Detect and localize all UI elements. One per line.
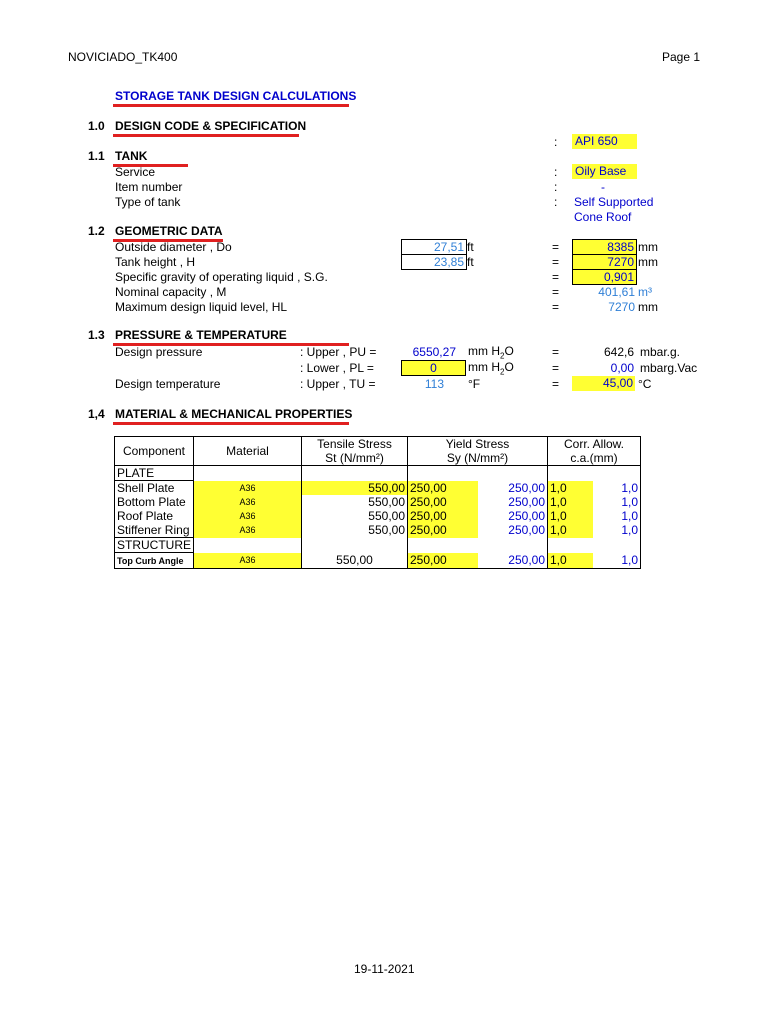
tensile-cell[interactable]: 550,00 [302, 481, 408, 496]
upper-temp-equals: = [552, 377, 560, 391]
material-cell[interactable]: A36 [194, 481, 302, 496]
section-1-3-title: PRESSURE & TEMPERATURE [115, 328, 287, 342]
tank-type-value[interactable]: Self Supported [574, 195, 654, 209]
table-row [115, 553, 641, 569]
tank-type-colon: : [554, 195, 558, 209]
header-tensile-line2: St (N/mm²) [302, 451, 408, 466]
corrosion-value-cell: 1,0 [593, 495, 641, 509]
tank-type-value-line2: Cone Roof [574, 210, 632, 224]
outside-diameter-value[interactable]: 8385 [572, 239, 637, 255]
material-cell[interactable]: A36 [194, 523, 302, 538]
section-1-4-number: 1,4 [88, 407, 105, 421]
max-liquid-level-equals: = [552, 300, 560, 314]
specific-gravity-equals: = [552, 270, 560, 284]
header-tensile-line1: Tensile Stress [302, 437, 408, 452]
corrosion-value-cell: 1,0 [593, 509, 641, 523]
section-1-0-number: 1.0 [88, 119, 105, 133]
header-yield-line1: Yield Stress [408, 437, 548, 452]
header-corrosion-line2: c.a.(mm) [548, 451, 641, 466]
header-yield-line2: Sy (N/mm²) [408, 451, 548, 466]
upper-temp-unit: °F [468, 377, 481, 391]
yield-value-cell: 250,00 [478, 481, 548, 496]
lower-pressure-equals: = [552, 361, 560, 375]
tank-height-equals: = [552, 255, 560, 269]
max-liquid-level-value: 7270 [608, 300, 635, 314]
component-cell: Top Curb Angle [115, 553, 194, 569]
table-row [115, 509, 641, 523]
yield-value-cell: 250,00 [478, 523, 548, 538]
tensile-cell: 550,00 [302, 509, 408, 523]
lower-pressure-result-unit: mbarg.Vac [640, 361, 698, 375]
upper-temp-result-unit: °C [638, 377, 652, 391]
section-1-0-underline [113, 134, 299, 137]
lower-pressure-unit: mm $H_2O$ [468, 360, 514, 377]
outside-diameter-equals: = [552, 240, 560, 254]
tensile-cell: 550,00 [302, 523, 408, 538]
nominal-capacity-value: 401,61 [598, 285, 635, 299]
component-cell: Stiffener Ring [115, 523, 194, 538]
service-value[interactable]: Oily Base [572, 164, 637, 179]
tank-height-ft-unit: ft [467, 255, 474, 269]
item-number-colon: : [554, 180, 558, 194]
yield-value-cell: 250,00 [478, 553, 548, 569]
section-1-1-number: 1.1 [88, 149, 105, 163]
yield-input-cell[interactable]: 250,00 [408, 481, 478, 496]
group-structure-label: STRUCTURE [115, 538, 194, 553]
tank-height-value[interactable]: 7270 [572, 254, 637, 270]
header-material: Material [194, 437, 302, 466]
material-cell[interactable]: A36 [194, 495, 302, 509]
outside-diameter-label: Outside diameter , Do [115, 240, 232, 254]
nominal-capacity-label: Nominal capacity , M [115, 285, 227, 299]
footer-date: 19-11-2021 [354, 962, 415, 976]
tank-height-label: Tank height , H [115, 255, 196, 269]
item-number-label: Item number [115, 180, 183, 194]
outside-diameter-ft-input[interactable]: 27,51 [401, 239, 467, 255]
section-1-0-title: DESIGN CODE & SPECIFICATION [115, 119, 307, 133]
tank-height-ft-input[interactable]: 23,85 [401, 254, 467, 270]
design-code-value[interactable]: API 650 [572, 134, 637, 149]
section-1-1-title: TANK [115, 149, 148, 163]
upper-pressure-result: 642,6 [603, 345, 634, 359]
tensile-cell: 550,00 [302, 495, 408, 509]
tank-type-label: Type of tank [115, 195, 181, 209]
table-row [115, 495, 641, 509]
max-liquid-level-unit: mm [638, 300, 658, 314]
yield-input-cell[interactable]: 250,00 [408, 495, 478, 509]
corrosion-input-cell[interactable]: 1,0 [548, 553, 593, 569]
upper-temp-result[interactable]: 45,00 [572, 376, 635, 391]
design-code-colon: : [554, 135, 558, 149]
corrosion-input-cell[interactable]: 1,0 [548, 523, 593, 538]
section-1-2-title: GEOMETRIC DATA [115, 224, 223, 238]
yield-input-cell[interactable]: 250,00 [408, 509, 478, 523]
service-colon: : [554, 165, 558, 179]
group-row-structure [115, 538, 641, 553]
section-1-2-number: 1.2 [88, 224, 105, 238]
design-temperature-label: Design temperature [115, 377, 221, 391]
component-cell: Shell Plate [115, 481, 194, 496]
outside-diameter-ft-unit: ft [467, 240, 474, 254]
service-label: Service [115, 165, 156, 179]
corrosion-value-cell: 1,0 [593, 523, 641, 538]
outside-diameter-unit: mm [638, 240, 658, 254]
section-1-4-underline [113, 422, 349, 425]
lower-pressure-input[interactable]: 0 [401, 360, 466, 376]
tank-height-unit: mm [638, 255, 658, 269]
yield-input-cell[interactable]: 250,00 [408, 523, 478, 538]
nominal-capacity-equals: = [552, 285, 560, 299]
upper-temp-input[interactable]: 113 [424, 377, 444, 391]
material-properties-table [114, 436, 641, 569]
lower-pressure-result: 0,00 [610, 361, 634, 375]
specific-gravity-label: Specific gravity of operating liquid , S.G. [115, 270, 328, 284]
section-1-4-title: MATERIAL & MECHANICAL PROPERTIES [115, 407, 353, 421]
header-corrosion-line1: Corr. Allow. [548, 437, 641, 452]
group-row-plate [115, 466, 641, 481]
yield-value-cell: 250,00 [478, 495, 548, 509]
upper-temp-label: : Upper , TU = [300, 377, 376, 391]
tensile-cell: 550,00 [302, 553, 408, 569]
item-number-value[interactable]: - [601, 180, 605, 194]
nominal-capacity-unit: m³ [638, 285, 652, 299]
upper-pressure-result-unit: mbar.g. [640, 345, 681, 359]
max-liquid-level-label: Maximum design liquid level, HL [115, 300, 288, 314]
header-component: Component [115, 437, 194, 466]
upper-pressure-input[interactable]: 6550,27 [412, 345, 456, 359]
table-row [115, 481, 641, 496]
component-cell: Roof Plate [115, 509, 194, 523]
group-plate-label: PLATE [115, 466, 194, 481]
page-number: Page 1 [662, 50, 701, 64]
corrosion-input-cell[interactable]: 1,0 [548, 495, 593, 509]
upper-pressure-label: : Upper , PU = [300, 345, 377, 359]
yield-value-cell: 250,00 [478, 509, 548, 523]
doc-header-left: NOVICIADO_TK400 [68, 50, 178, 64]
specific-gravity-value[interactable]: 0,901 [572, 269, 637, 285]
corrosion-value-cell: 1,0 [593, 481, 641, 496]
material-cell[interactable]: A36 [194, 509, 302, 523]
yield-input-cell[interactable]: 250,00 [408, 553, 478, 569]
document-title: STORAGE TANK DESIGN CALCULATIONS [115, 89, 357, 103]
design-pressure-label: Design pressure [115, 345, 203, 359]
upper-pressure-equals: = [552, 345, 560, 359]
corrosion-input-cell[interactable]: 1,0 [548, 481, 593, 496]
table-row [115, 523, 641, 538]
component-cell: Bottom Plate [115, 495, 194, 509]
lower-pressure-label: : Lower , PL = [300, 361, 374, 375]
material-cell[interactable]: A36 [194, 553, 302, 569]
corrosion-value-cell: 1,0 [593, 553, 641, 569]
upper-pressure-unit: mm $H_2O$ [468, 344, 514, 361]
section-1-3-number: 1.3 [88, 328, 105, 342]
corrosion-input-cell[interactable]: 1,0 [548, 509, 593, 523]
title-underline [113, 104, 349, 107]
